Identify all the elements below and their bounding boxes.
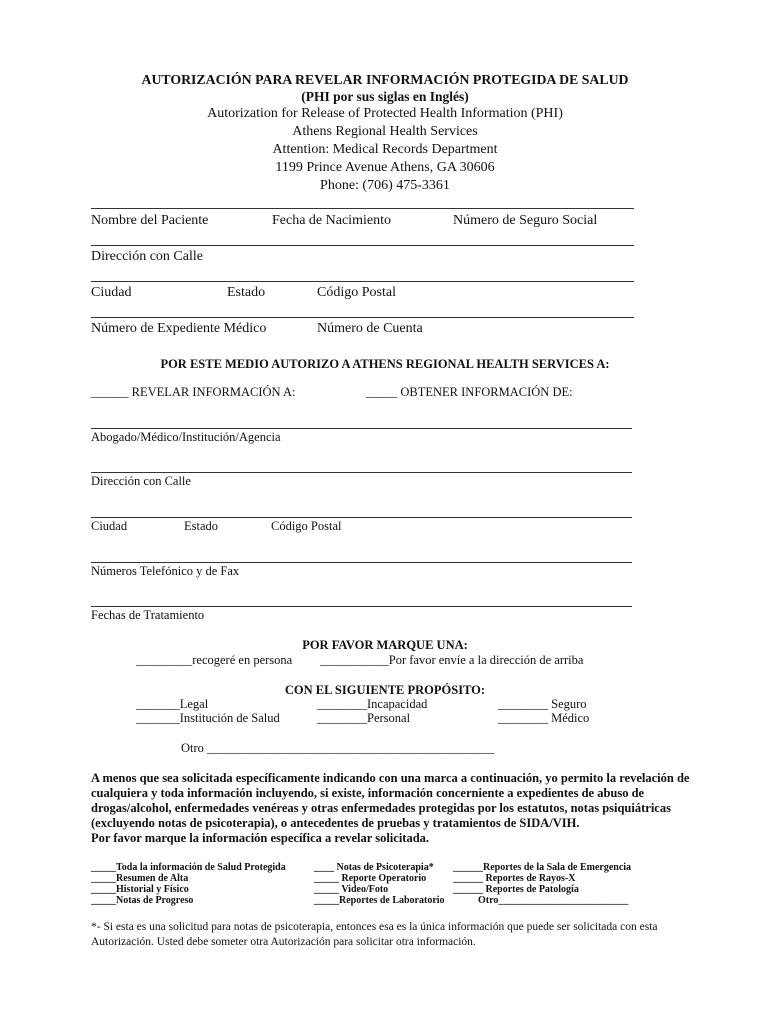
purpose-insurance[interactable]: ________ Seguro xyxy=(498,697,587,711)
account-number-label: Número de Cuenta xyxy=(317,321,423,336)
purpose-institution[interactable]: _______Institución de Salud xyxy=(136,711,280,725)
info-item-er-reports[interactable]: ______Reportes de la Sala de Emergencia xyxy=(453,862,632,873)
medical-record-label: Número de Expediente Médico xyxy=(91,321,267,336)
info-item-lab-reports[interactable]: _____Reportes de Laboratorio xyxy=(314,895,445,906)
patient-city-label: Ciudad xyxy=(91,285,132,300)
mail-option[interactable]: ___________Por favor envíe a la dirección de arriba xyxy=(320,653,584,667)
info-item-xray-reports[interactable]: ______ Reportes de Rayos-X xyxy=(453,873,576,884)
ssn-label: Número de Seguro Social xyxy=(453,213,598,228)
release-to-option[interactable]: ______ REVELAR INFORMACIÓN A: xyxy=(91,385,296,399)
pickup-option[interactable]: _________recogeré en persona xyxy=(136,653,293,667)
agency-line[interactable] xyxy=(91,428,632,429)
treatment-dates-line[interactable] xyxy=(91,606,632,607)
obtain-from-option[interactable]: _____ OBTENER INFORMACIÓN DE: xyxy=(366,385,573,399)
authorize-heading: POR ESTE MEDIO AUTORIZO A ATHENS REGIONAL HEALTH SERVICES A: xyxy=(160,357,610,371)
patient-zip-label: Código Postal xyxy=(317,285,396,300)
patient-city-line[interactable] xyxy=(91,281,634,282)
form-title: AUTORIZACIÓN PARA REVELAR INFORMACIÓN PROTEGIDA DE SALUD xyxy=(141,72,629,87)
attention-line: Attention: Medical Records Department xyxy=(272,142,498,157)
treatment-dates-label: Fechas de Tratamiento xyxy=(91,608,205,622)
patient-street-line[interactable] xyxy=(91,245,634,246)
purpose-disability[interactable]: ________Incapacidad xyxy=(317,697,428,711)
patient-street-label: Dirección con Calle xyxy=(91,249,203,264)
purpose-heading: CON EL SIGUIENTE PROPÓSITO: xyxy=(284,683,486,697)
patient-name-line[interactable] xyxy=(91,208,634,209)
info-item-all-phi[interactable]: _____Toda la información de Salud Protegida xyxy=(91,862,286,873)
recipient-phone-label: Números Telefónico y de Fax xyxy=(91,564,240,578)
info-item-pathology-reports[interactable]: ______ Reportes de Patología xyxy=(453,884,579,895)
patient-record-line[interactable] xyxy=(91,317,634,318)
agency-label: Abogado/Médico/Institución/Agencia xyxy=(91,430,281,444)
recipient-zip-label: Código Postal xyxy=(271,519,342,533)
recipient-city-label: Ciudad xyxy=(91,519,128,533)
info-item-psychotherapy-notes[interactable]: ____ Notas de Psicoterapia* xyxy=(314,862,434,873)
info-item-discharge-summary[interactable]: _____Resumen de Alta xyxy=(91,873,189,884)
choose-one-heading: POR FAVOR MARQUE UNA: xyxy=(302,638,468,652)
recipient-state-label: Estado xyxy=(184,519,219,533)
psychotherapy-footnote: *- Si esta es una solicitud para notas de psicoterapia, entonces esa es la única información que puede ser solicitada con esta Autorización. Usted debe someter otra Autorización para solicitar otra información. xyxy=(91,921,658,948)
info-item-video-photo[interactable]: _____ Video/Foto xyxy=(314,884,389,895)
purpose-medical[interactable]: ________ Médico xyxy=(498,711,590,725)
purpose-legal[interactable]: _______Legal xyxy=(136,697,209,711)
disclosure-paragraph: A menos que sea solicitada específicamente indicando con una marca a continuación, yo permito la revelación de cualquiera y toda información incluyendo, si existe, información concerniente a expedientes de abuso de drogas/alcohol, enfermedades venéreas y otras enfermedades protegidas por los estatutos, notas psiquiátricas (excluyendo notas de psicoterapia), o antecedentes de pruebas y tratamientos de SIDA/VIH. xyxy=(91,771,690,830)
recipient-phone-line[interactable] xyxy=(91,562,632,563)
info-item-history-physical[interactable]: _____Historial y Físico xyxy=(91,884,189,895)
info-item-progress-notes[interactable]: _____Notas de Progreso xyxy=(91,895,194,906)
organization-address: 1199 Prince Avenue Athens, GA 30606 xyxy=(275,160,495,175)
dob-label: Fecha de Nacimiento xyxy=(272,213,391,228)
organization-phone: Phone: (706) 475-3361 xyxy=(320,178,450,193)
purpose-personal[interactable]: ________Personal xyxy=(317,711,411,725)
form-subtitle: (PHI por sus siglas en Inglés) xyxy=(301,89,469,104)
purpose-other[interactable]: Otro ______________________________________________ xyxy=(181,741,495,755)
patient-name-label: Nombre del Paciente xyxy=(91,213,209,228)
recipient-street-label: Dirección con Calle xyxy=(91,474,191,488)
disclosure-instruction: Por favor marque la información específica a revelar solicitada. xyxy=(91,831,430,845)
patient-state-label: Estado xyxy=(227,285,266,300)
organization-name: Athens Regional Health Services xyxy=(292,124,478,139)
recipient-street-line[interactable] xyxy=(91,472,632,473)
info-item-other[interactable]: Otro__________________________ xyxy=(478,895,629,906)
info-item-operative-report[interactable]: _____ Reporte Operatorio xyxy=(314,873,427,884)
english-title: Autorization for Release of Protected Health Information (PHI) xyxy=(207,106,563,121)
recipient-city-line[interactable] xyxy=(91,517,632,518)
